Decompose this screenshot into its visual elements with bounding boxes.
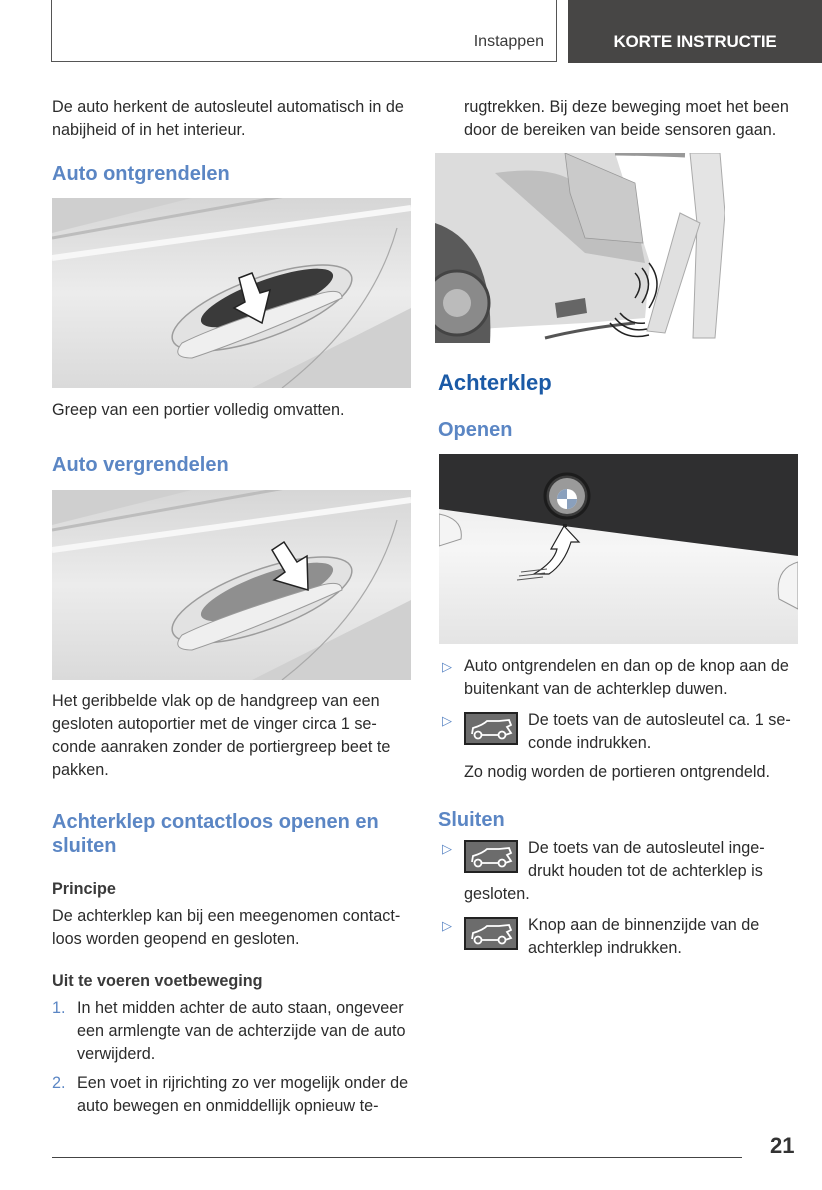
open-note: Zo nodig worden de portieren ontgrendeld. [464, 763, 770, 781]
heading-achterklep: Achterklep [438, 370, 552, 395]
heading-auto-vergrendelen: Auto vergrendelen [52, 454, 229, 476]
step-text: In het midden achter de auto staan, ongeveer een armlengte van de achterzijde van de auto verwijderd. [77, 999, 406, 1063]
open-step-text: Auto ontgrendelen en dan op de knop aan de buitenkant van de achterklep duwen. [464, 657, 789, 698]
foot-movement-steps [52, 997, 417, 1124]
car-tailgate-key-icon [464, 712, 518, 745]
car-tailgate-key-icon [464, 840, 518, 873]
step-text: Een voet in rijrichting zo ver mogelijk onder de auto bewegen en onmiddellijk opnieuw te- [77, 1074, 409, 1115]
door-handle-grip-illustration [52, 198, 411, 388]
lock-caption: Het geribbelde vlak op de handgreep van een gesloten autoportier met de vinger circa 1 se-conde aanraken zonder de portiergreep beet te pakken. [52, 692, 391, 779]
chapter-tab [568, 0, 822, 63]
page-number: 21 [770, 1133, 795, 1158]
step-number: 2. [52, 1074, 66, 1092]
close-instructions [438, 837, 800, 960]
intro-text: De auto herkent de autosleutel automatisch in de nabijheid of in het interieur. [52, 98, 404, 139]
triangle-bullet-icon: ▷ [442, 918, 452, 933]
heading-foot-movement: Uit te voeren voetbeweging [52, 972, 263, 990]
open-instructions [438, 655, 800, 784]
close-step [438, 837, 800, 906]
open-step [438, 655, 800, 701]
step-item [52, 997, 417, 1066]
figure-tailgate-button [439, 454, 798, 644]
door-handle-touch-illustration [52, 490, 411, 680]
tailgate-button-illustration [439, 454, 798, 644]
section-title: Instappen [473, 33, 544, 50]
heading-sluiten: Sluiten [438, 809, 505, 831]
close-step [438, 914, 800, 960]
step-item [52, 1072, 417, 1118]
footer-rule [52, 1157, 742, 1158]
triangle-bullet-icon: ▷ [442, 713, 452, 728]
continuation-text: rugtrekken. Bij deze beweging moet het been door de bereiken van beide sensoren gaan. [464, 98, 789, 139]
open-step-text: De toets van de autosleutel ca. 1 se-conde indrukken. [528, 711, 791, 752]
foot-sensor-illustration [435, 153, 725, 343]
heading-auto-ontgrendelen: Auto ontgrendelen [52, 163, 230, 185]
open-step [438, 709, 800, 755]
figure-door-handle-touch [52, 490, 411, 680]
heading-openen: Openen [438, 419, 513, 441]
heading-principle: Principe [52, 880, 116, 898]
principle-text: De achterklep kan bij een meegenomen contact-loos worden geopend en gesloten. [52, 907, 401, 948]
heading-contactless-tailgate: Achterklep contactloos openen en sluiten [52, 811, 379, 857]
figure-door-handle-grip [52, 198, 411, 388]
close-step-text: Knop aan de binnenzijde van de achterklep indrukken. [528, 916, 760, 957]
chapter-tab-label: KORTE INSTRUCTIE [613, 32, 777, 51]
close-step-text: De toets van de autosleutel inge-drukt houden tot de achterklep is gesloten. [464, 839, 765, 903]
running-header [51, 0, 557, 62]
triangle-bullet-icon: ▷ [442, 659, 452, 674]
triangle-bullet-icon: ▷ [442, 841, 452, 856]
figure-foot-sensor [435, 153, 725, 343]
unlock-caption: Greep van een portier volledig omvatten. [52, 401, 345, 419]
step-number: 1. [52, 999, 66, 1017]
car-tailgate-key-icon [464, 917, 518, 950]
